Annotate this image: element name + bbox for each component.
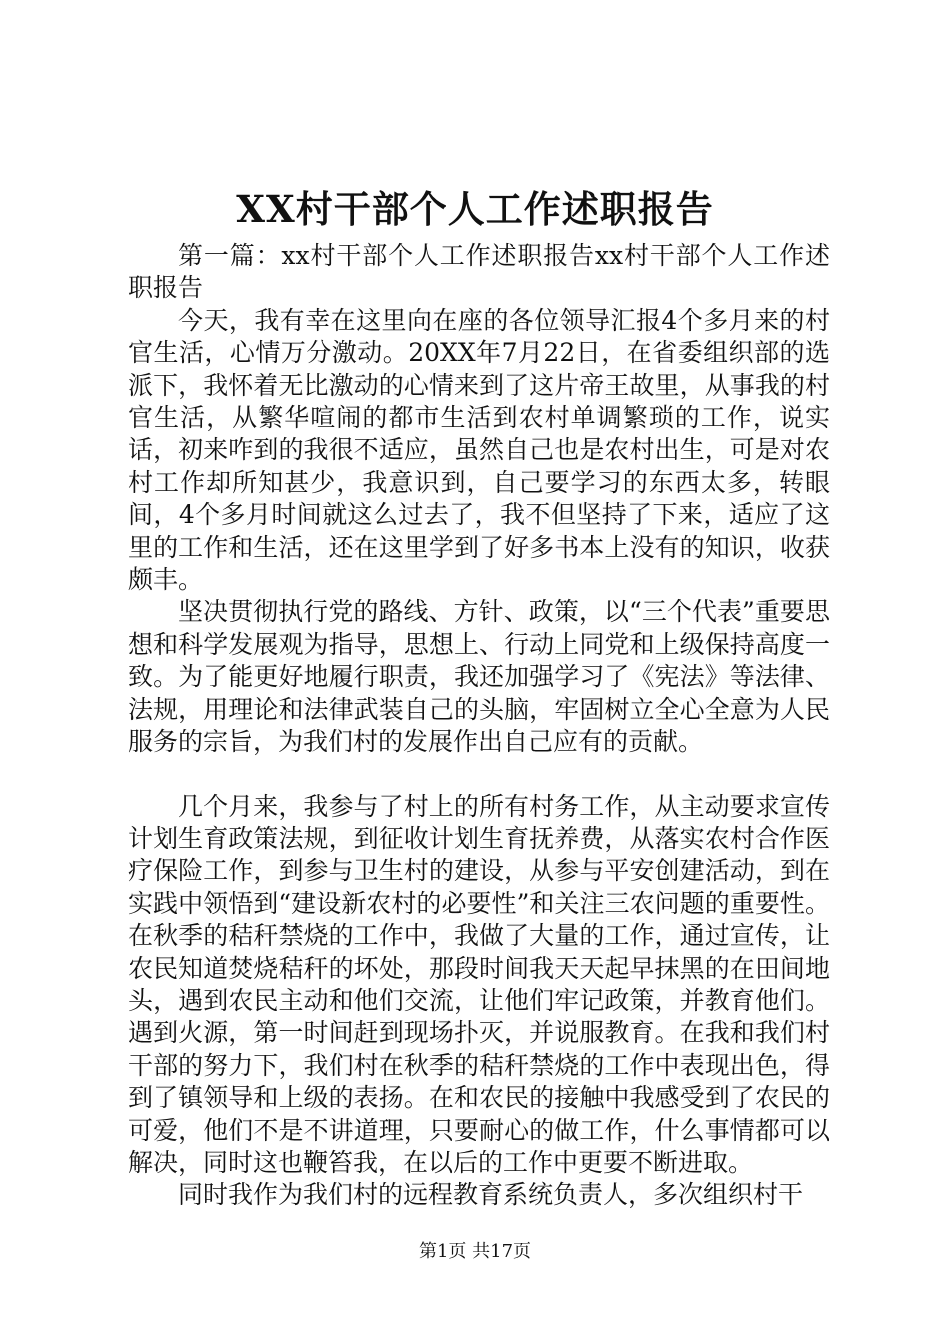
paragraph-intro: 第一篇：xx村干部个人工作述职报告xx村干部个人工作述职报告 xyxy=(128,241,830,303)
page-number-footer: 第1页 共17页 xyxy=(418,1241,532,1262)
paragraph-village-work: 几个月来，我参与了村上的所有村务工作，从主动要求宣传计划生育政策法规，到征收计划生育抚养费，从落实农村合作医疗保险工作，到参与卫生村的建设，从参与平安创建活动，到在实践中领悟到“建设新农村的必要性”和关注三农问题的重要性。在秋季的秸秆禁烧的工作中，我做了大量的工作，通过宣传，让农民知道焚烧秸秆的坏处，那段时间我天天起早抹黑的在田间地头，遇到农民主动和他们交流，让他们牢记政策，并教育他们。遇到火源，第一时间赶到现场扑灭，并说服教育。在我和我们村干部的努力下，我们村在秋季的秸秆禁烧的工作中表现出色，得到了镇领导和上级的表扬。在和农民的接触中我感受到了农民的可爱，他们不是不讲道理，只要耐心的做工作，什么事情都可以解决，同时这也鞭笞我，在以后的工作中更要不断进取。 xyxy=(128,791,830,1177)
document-body xyxy=(128,240,830,1212)
document-title: XX村干部个人工作述职报告 xyxy=(236,187,714,231)
paragraph-village-life: 今天，我有幸在这里向在座的各位领导汇报4个多月来的村官生活，心情万分激动。20XX年7月22日，在省委组织部的选派下，我怀着无比激动的心情来到了这片帝王故里，从事我的村官生活，从繁华喧闹的都市生活到农村单调繁琐的工作，说实话，初来咋到的我很不适应，虽然自己也是农村出生，可是对农村工作却所知甚少，我意识到，自己要学习的东西太多，转眼间，4个多月时间就这么过去了，我不但坚持了下来，适应了这里的工作和生活，还在这里学到了好多书本上没有的知识，收获颇丰。 xyxy=(128,305,830,595)
paragraph-party-line: 坚决贯彻执行党的路线、方针、政策，以“三个代表”重要思想和科学发展观为指导，思想上、行动上同党和上级保持高度一致。为了能更好地履行职责，我还加强学习了《宪法》等法律、法规，用理论和法律武装自己的头脑，牢固树立全心全意为人民服务的宗旨，为我们村的发展作出自己应有的贡献。 xyxy=(128,597,830,757)
paragraph-remote-education: 同时我作为我们村的远程教育系统负责人，多次组织村干 xyxy=(178,1180,804,1210)
